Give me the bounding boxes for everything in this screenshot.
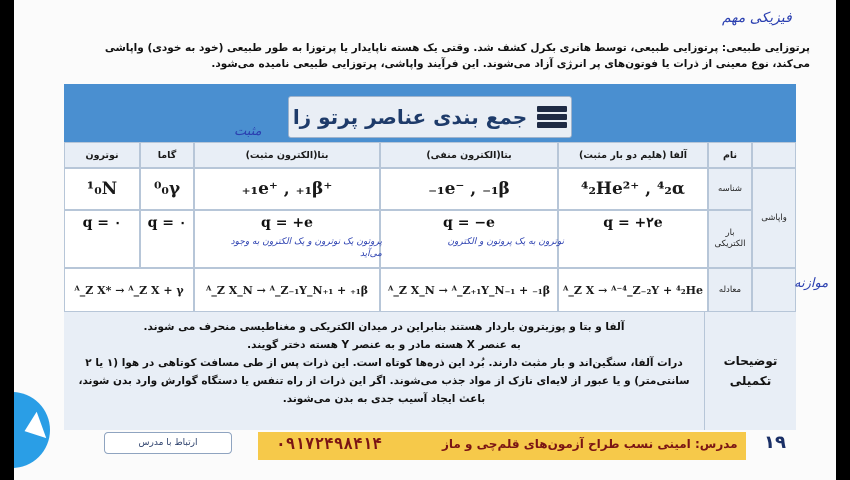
notes-panel [64, 312, 704, 430]
intro-paragraph [50, 40, 810, 72]
handwritten-note-beta: نوترون به یک پروتون و الکترون [447, 237, 564, 247]
handwritten-balance: موازنه [794, 276, 829, 291]
row-label-equation: معادله [708, 268, 752, 312]
page-number: ۱۹ [764, 432, 786, 453]
header-name: نام [708, 142, 752, 168]
equation-beta-plus: ᴬ_Z X_N → ᴬ_Z₋₁Y_N₊₁ + ₊₁β [194, 268, 380, 312]
table-title: جمع بندی عناصر پرتو زا [292, 105, 528, 129]
header-neutron: نوترون [64, 142, 140, 168]
row-label-symbol: شناسه [708, 168, 752, 210]
title-bar [64, 84, 796, 142]
handwritten-note-positron: پروتون یک نوترون و یک الکترون به وجود می‌آید [230, 237, 382, 259]
header-beta-plus: بتا(الکترون مثبت) [194, 142, 380, 168]
symbol-alpha: ⁴₂He²⁺ , ⁴₂α [558, 168, 708, 210]
charge-beta-plus: q = +e [261, 215, 313, 231]
header-corner [752, 142, 796, 168]
handwritten-note-top: فیزیکی مهم [722, 10, 792, 26]
symbol-gamma: ⁰₀γ [140, 168, 194, 210]
charge-beta-minus: q = −e [443, 215, 495, 231]
notes-line-2: به عنصر X هسته مادر و به عنصر Y هسته دختر گویند. [247, 339, 521, 351]
notes-line-3: درات آلفا، سنگین‌اند و بار مثبت دارند. بُرد این ذره‌ها کوتاه است. این ذرات پس از طی مسافت کوتاهی در هوا (۱ یا ۲ [85, 357, 683, 369]
charge-alpha: q = +۲e [603, 215, 663, 231]
handwritten-mosbat: مثبت [234, 124, 262, 139]
charge-neutron-cell [64, 210, 140, 268]
row-label-charge: بار الکتریکی [708, 210, 752, 268]
charge-neutron: q = ۰ [82, 215, 122, 231]
phone-number: ۰۹۱۷۲۴۹۸۴۱۴ [276, 434, 382, 453]
lesson-slide [14, 0, 836, 480]
telegram-icon[interactable] [14, 392, 50, 468]
notes-line-1: آلفا و بتا و پوزیترون باردار هستند بنابراین در میدان الکتریکی و مغناطیسی منحرف می شوند. [143, 321, 625, 333]
header-alpha: آلفا (هلیم دو بار مثبت) [558, 142, 708, 168]
charge-gamma: q = ۰ [147, 215, 187, 231]
intro-line-2: می‌کند، نوع معینی از ذرات یا فوتون‌های پر انرژی آزاد می‌شوند. این فرآیند واپاشی، پرتوزایی طبیعی نامیده می‌شود. [211, 58, 810, 70]
header-gamma: گاما [140, 142, 194, 168]
group-balance [752, 268, 796, 312]
notes-line-4: سانتی‌متر) و یا عبور از لایه‌ای نازک از مواد جذب می‌شوند. اگر این ذرات از راه تنفس یا دستگاه گوارش وارد بدن شوند، [78, 375, 690, 387]
symbol-beta-minus: ₋₁e⁻ , ₋₁β [380, 168, 558, 210]
title-box [288, 96, 572, 138]
books-icon [537, 106, 567, 128]
symbol-beta-plus: ₊₁e⁺ , ₊₁β⁺ [194, 168, 380, 210]
radioactive-table [64, 84, 796, 430]
charge-alpha-cell [558, 210, 708, 268]
header-beta-minus: بتا(الکترون منفی) [380, 142, 558, 168]
equation-gamma: ᴬ_Z X* → ᴬ_Z X + γ [64, 268, 194, 312]
teacher-name: مدرس: امینی نسب طراح آزمون‌های قلم‌چی و ماز [442, 437, 738, 451]
charge-gamma-cell [140, 210, 194, 268]
contact-teacher-button[interactable]: ارتباط با مدرس [104, 432, 232, 454]
intro-line-1: پرتوزایی طبیعی: پرتوزایی طبیعی، توسط هانری بکرل کشف شد. وقتی یک هسته ناپایدار یا پرتوزا به طور طبیعی (خود به خودی) واپاشی [104, 42, 810, 54]
notes-label: توضیحات تکمیلی [704, 312, 796, 430]
equation-alpha: ᴬ_Z X → ᴬ⁻⁴_Z₋₂Y + ⁴₂He [558, 268, 708, 312]
group-decay: واپاشی [752, 168, 796, 268]
symbol-neutron: ¹₀N [64, 168, 140, 210]
equation-beta-minus: ᴬ_Z X_N → ᴬ_Z₊₁Y_N₋₁ + ₋₁β [380, 268, 558, 312]
notes-line-5: باعث ایجاد آسیب جدی به بدن می‌شوند. [282, 393, 486, 405]
